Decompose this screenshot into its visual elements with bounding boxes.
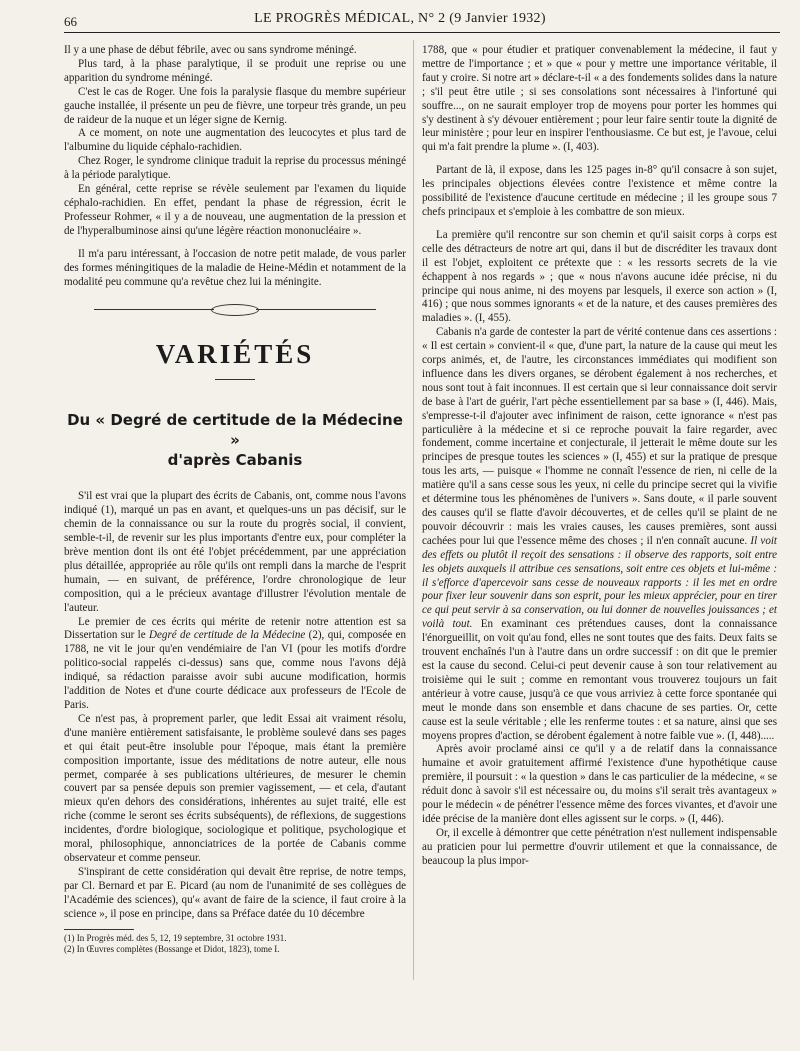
footnote: (2) In Œuvres complètes (Bossange et Didot, 1823), tome I. <box>64 943 280 954</box>
article-title-line: Du « Degré de certitude de la Médecine » <box>67 411 403 450</box>
paragraph: Cabanis n'a garde de contester la part de vérité contenue dans ces assertions : « Il est certain » convient-il « que, d'une part, la nature de la cause qui meut les corps animés, et, de l'autre, les circonstances immédiates qui modifient son influence dans les divers organes, se dérobent également à nos recherches, et nous sont tout à fait inconnues. Il est certain que si leur connaissance doit servir de base à l'art de guérir, l'art pèche essentiellement par sa base » (I, 446). Mais, s'empresse-t-il d'ajouter avec infiniment de raison, cette ignorance « n'est pas particulière à la médecine et si ce reproche pouvait la faire regarder, avec fondement, comme incertaine et conjecturale, il jetterait le même doute sur les principes de presque toutes les sciences » (I, 455) et sur la pratique de presque tous les arts, — puisque « l'homme ne connaît l'essence de rien, ni celle de la matière qu'il a sans cesse sous les yeux, ni celle du principe secret qui la vivifie et détermine tous les phénomènes de l'univers ». Sans doute, « il parle souvent des causes qu'il se flatte d'avoir découvertes, et de celles qu'il se plaint de ne pouvoir découvrir : mais les vraies causes, les causes premières, sont aussi cachées pour lui que l'essence même des choses ; il n'en connaît aucune. Il voit des effets ou plutôt il reçoit des sensations : il observe des rapports, soit entre les objets auxquels il attribue ces sensations, soit entre ces objets et lui-même : il s'efforce d'apercevoir sans cesse de nouveaux rapports : il les met en ordre pour fixer leur souvenir dans son esprit, pour les mieux apprécier, pour en tirer ce qui peut servir à sa conservation, ou lui donner de nouvelles jouissances ; et voilà tout. En examinant ces prétendues causes, dont la connaissance l'énorgueillit, on voit qu'au fond, elles ne sont toutes que des faits. Deux faits se trouvent enchaînés l'un à l'autre dans un ordre successif : on dit que le premier est la cause du second. Celui-ci peut devenir cause à son tour relativement au troisième qui le suit ; comme en remontant vous trouverez toujours un fait antérieur à votre cause, jusqu'à ce que vous arriviez à cette force spontanée qui meut le monde dans son ensemble et dans chacune de ses parties. Or, cette cause est la seule véritable ; elle les renferme toutes : et sa nature, ainsi que ses moyens propres d'action, se dérobent également à notre faible vue ». (I, 448)..... <box>422 326 777 742</box>
paragraph: S'il est vrai que la plupart des écrits de Cabanis, ont, comme nous l'avons indiqué (1), marqué un pas en avant, et quelques-uns un pas décisif, sur le chemin de la connaissance ou sur la route du progrès social, il convient, semble-t-il, de revenir sur les plus importants d'entre eux, pour compléter la brève mention dont ils ont été l'objet précédemment, par une appréciation plus détaillée, appropriée au rôle qu'ils ont rempli dans la marche de l'esprit humain, — en suivant, de préférence, l'ordre chronologique de leur composition, qui a le précieux avantage d'illustrer l'évolution mentale de l'auteur. <box>64 490 406 614</box>
paragraph: En général, cette reprise se révèle seulement par l'examen du liquide céphalo-rachidien. En effet, pendant la phase de régression, écrit le Professeur Rohmer, « il y a de nouveau, une augmentation de la pression et de l'hyperalbuminose ainsi qu'une légère réaction mononucléaire ». <box>64 183 406 237</box>
paragraph: C'est le cas de Roger. Une fois la paralysie flasque du membre supérieur gauche installée, il présente un peu de fièvre, une torpeur très grande, un peu de raideur de la nuque et un léger signe de Kernig. <box>64 85 406 126</box>
page-number: 66 <box>64 14 77 29</box>
paragraph: 1788, que « pour étudier et pratiquer convenablement la médecine, il faut y mettre de l'importance ; et » que « pour y mettre une importance véritable, il faut y croire. Si notre art » déclare-t-il « a des fondements solides dans la nature ; s'il peut être utile ; si ses consolations sont nécessaires à l'infortuné qui souffre..., on ne saurait employer trop de moyens pour porter les hommes qui s'y destinent à s'y dévouer entièrement ; pour leur faire sentir toute la dignité de leur ministère ; pour leur en inspirer l'enthousiasme. Ce but est, je l'avoue, celui qui m'a fait prendre la plume ». (I, 403). <box>422 44 777 154</box>
paragraph: Il y a une phase de début fébrile, avec ou sans syndrome méningé. <box>64 44 357 56</box>
article-title-line: d'après Cabanis <box>167 451 303 470</box>
paragraph: Ce n'est pas, à proprement parler, que ledit Essai ait vraiment résolu, d'une manière entièrement satisfaisante, le problème soulevé dans ses pages et qui était peut-être insoluble pour l'époque, mais étant la première composition importante, issue des méditations de notre auteur, elle nous permet, comparée à ses publications ultérieures, de mesurer le chemin couvert par sa pensée depuis son premier vagissement, — et cela, d'autant mieux qu'en dehors des considérations, inhérentes au sujet traité, elle est riche (comme le seront ses écrits subséquents), de réflexions, de suggestions incidentes, d'ordre biologique, sociologique et politique, psychologique et moral, philosophique, annonciatrices de la portée de Cabanis comme observateur et comme penseur. <box>64 712 406 864</box>
paragraph: A ce moment, on note une augmentation des leucocytes et plus tard de l'albumine du liquide céphalo-rachidien. <box>64 127 406 154</box>
column-divider <box>413 40 414 980</box>
paragraph: S'inspirant de cette considération qui devait être reprise, de notre temps, par Cl. Bernard et par E. Picard (au nom de l'unanimité de ses collègues de l'Académie des sciences), qu'« avant de faire de la science, il faut croire à la science », il pose en principe, dans sa Préface datée du 10 décembre <box>64 865 406 920</box>
footnote-rule <box>64 929 134 930</box>
footnotes <box>64 933 406 955</box>
header-rule <box>64 32 780 33</box>
article-title <box>64 410 406 470</box>
paragraph: Chez Roger, le syndrome clinique traduit la reprise du processus méningé à la période paralytique. <box>64 155 406 182</box>
paragraph: Le premier de ces écrits qui mérite de retenir notre attention est sa Dissertation sur le Degré de certitude de la Médecine (2), qui, composée en 1788, ne vit le jour qu'en vendémiaire de l'an VI (pour les motifs d'ordre politico-social rappelés ci-dessus) sans que, comme nous l'avons déjà indiqué, sa rédaction paraisse avoir subi aucune modification, hormis l'addition de Notes et d'une courte dédicace aux professeurs de l'Ecole de Paris. <box>64 615 406 711</box>
running-header <box>0 0 800 40</box>
footnote: (1) In Progrès méd. des 5, 12, 19 septembre, 31 octobre 1931. <box>64 932 287 943</box>
paragraph: La première qu'il rencontre sur son chemin et qu'il saisit corps à corps est celle des détracteurs de notre art qui, dans il but de discréditer les travaux dont il est l'objet, exploitent ce prétexte que : « les ressorts secrets de la vie échappent à nos regards » ; que « nous n'avons aucune idée précise, ni du principe qui nous anime, ni des moyens par lesquels, il exerce son action » (I, 416) ; que nous sommes ignorants « et de la nature, et des causes premières des maladies ». (I, 455). <box>422 228 777 325</box>
left-column <box>64 44 406 955</box>
section-title: VARIÉTÉS <box>155 339 315 370</box>
paragraph: Il m'a paru intéressant, à l'occasion de notre petit malade, de vous parler des formes méningitiques de la maladie de Heine-Médin et notamment de la modalité peu commune qu'a revêtue chez lui la méningite. <box>64 247 406 288</box>
running-title: LE PROGRÈS MÉDICAL, N° 2 (9 Janvier 1932) <box>254 11 546 26</box>
paragraph: Plus tard, à la phase paralytique, il se produit une reprise ou une apparition du syndrome méningé. <box>64 57 406 84</box>
paragraph: Après avoir proclamé ainsi ce qu'il y a de relatif dans la connaissance humaine et avoir gratuitement affirmé l'existence d'une hypothétique cause première, il poursuit : « la question » dans le cas particulier de la médecine, « se réduit donc à savoir s'il est nécessaire ou, du moins s'il serait très avantageux » pour le médecin « de pénétrer l'essence même des forces vivantes, et d'avoir une idée précise de la manière dont elles agissent sur le corps. » (I, 446). <box>422 743 777 825</box>
paragraph: Or, il excelle à démontrer que cette pénétration n'est nullement indispensable au praticien pour lui permettre d'ouvrir utilement et que la connaissance, de beaucoup la plus impor- <box>422 826 777 867</box>
right-column <box>422 44 777 869</box>
paragraph: Partant de là, il expose, dans les 125 pages in-8° qu'il consacre à son sujet, les principales objections élevées contre l'existence et même contre la possibilité de l'existence d'aucune certitude en médecine ; il les groupe sous 7 chefs principaux et s'emploie à les combattre de son mieux. <box>422 164 777 218</box>
section-rule <box>215 379 255 380</box>
ornament-divider <box>64 303 406 315</box>
